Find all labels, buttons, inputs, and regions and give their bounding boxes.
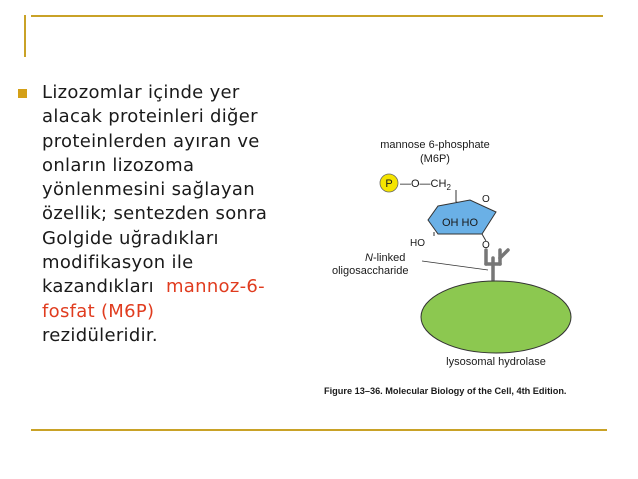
text-line-11: rezidüleridir. — [42, 324, 158, 346]
nlinked-n: N — [365, 252, 373, 264]
highlight-fosfat: fosfat (M6P) — [42, 300, 155, 322]
left-rule — [24, 15, 26, 57]
ch2-subscript: 2 — [446, 183, 451, 192]
bullet-text — [42, 81, 322, 348]
bullet-square-icon — [18, 89, 27, 98]
ring-o-top-label: O — [482, 194, 490, 205]
nlinked-pointer — [422, 261, 488, 270]
phosphate-label: P — [385, 178, 393, 190]
highlight-mannoz: mannoz-6- — [165, 276, 265, 298]
nlinked-label — [365, 252, 405, 264]
oligosaccharide-label: oligosaccharide — [332, 265, 409, 277]
text-line-9-prefix: kazandıkları — [42, 276, 166, 298]
text-line-1: Lizozomlar içinde yer — [42, 82, 240, 103]
enzyme-ellipse — [421, 281, 571, 353]
text-line-9 — [42, 275, 322, 299]
ch2-prefix: —O—CH — [400, 178, 447, 190]
text-line-2: alacak proteinleri diğer — [42, 106, 258, 128]
enzyme-label: lysosomal hydrolase — [446, 356, 546, 368]
nlinked-rest: -linked — [372, 252, 406, 264]
ring-oh-ho-label: OH HO — [442, 217, 479, 229]
figure-caption: Figure 13–36. Molecular Biology of the Cell, 4th Edition. — [324, 386, 567, 396]
text-line-4: onların lizozoma — [42, 154, 195, 176]
bottom-rule — [31, 429, 607, 431]
m6p-figure — [310, 130, 628, 405]
oligosaccharide-tree — [486, 250, 508, 280]
text-line-6: özellik; sentezden sonra — [42, 203, 268, 225]
text-line-7: Golgide uğradıkları — [42, 227, 219, 249]
top-rule — [31, 15, 603, 17]
ring-ho-left-label: HO — [410, 238, 425, 249]
text-line-8: modifikasyon ile — [42, 252, 194, 274]
text-line-5: yönlenmesini sağlayan — [42, 179, 255, 201]
ring-o-bottom-label: O — [482, 240, 490, 251]
m6p-name-label: mannose 6-phosphate — [380, 139, 490, 151]
m6p-abbr-label: (M6P) — [420, 153, 450, 165]
ch2-group-label — [400, 178, 451, 192]
text-line-3: proteinlerden ayıran ve — [42, 130, 260, 152]
